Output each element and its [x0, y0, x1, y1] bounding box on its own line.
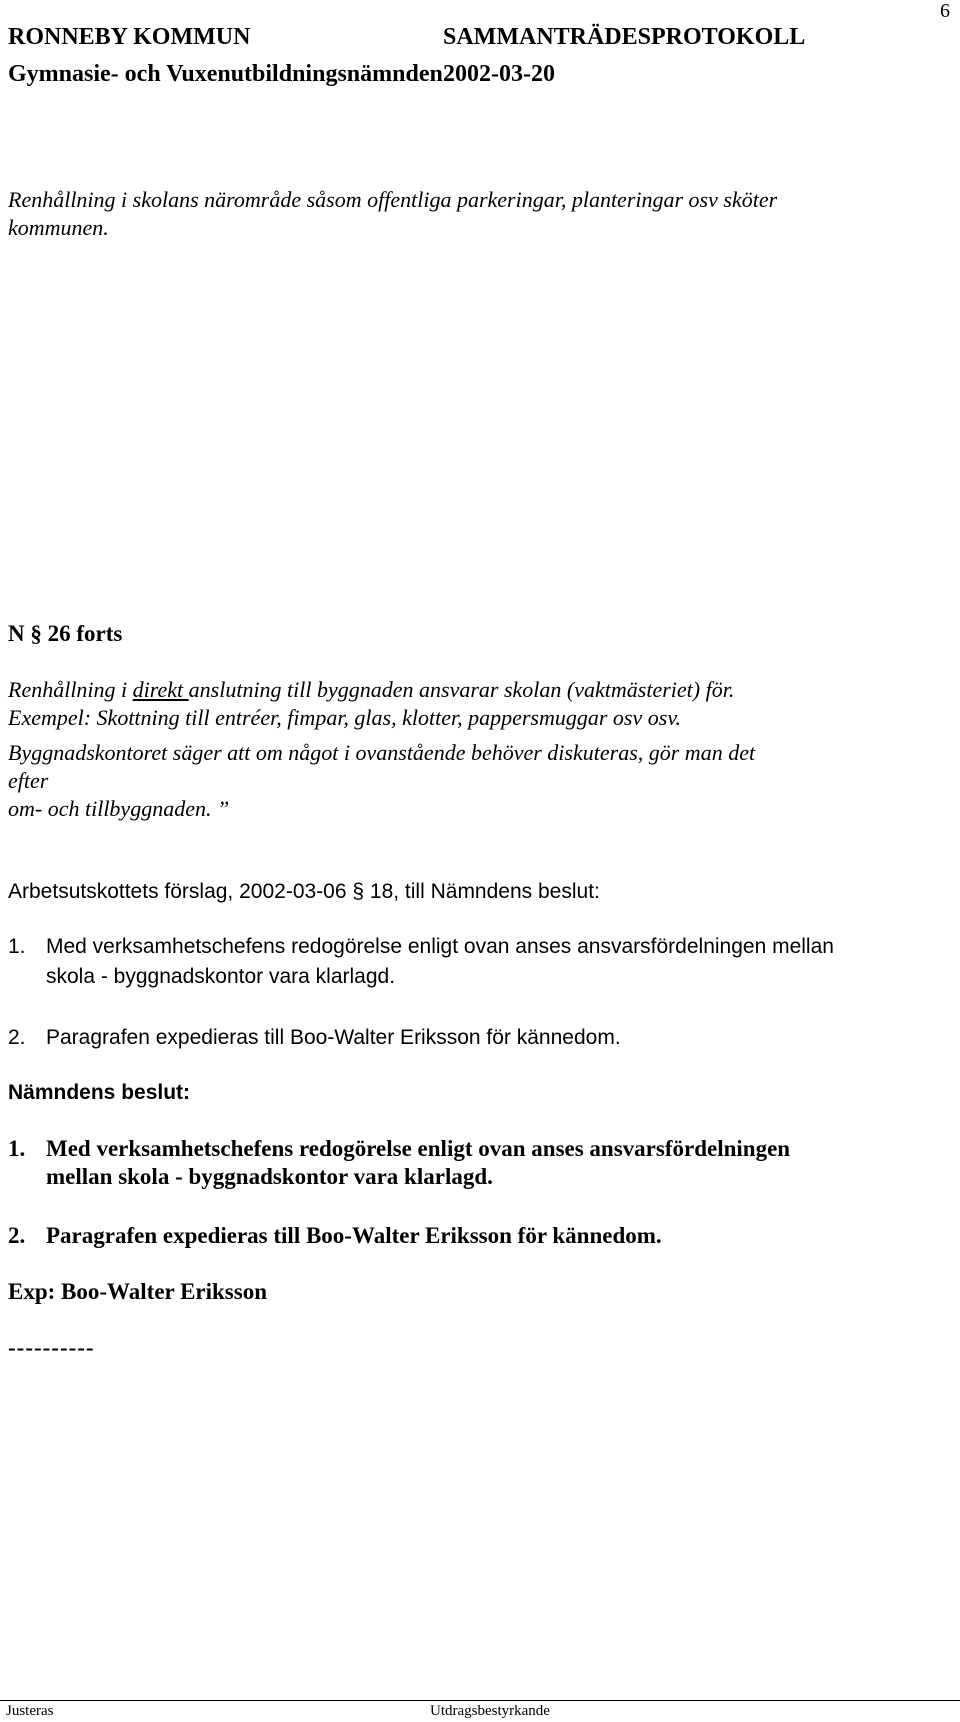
intro-paragraph: [8, 186, 953, 242]
emphasis-underline: direkt: [132, 677, 189, 702]
intro-line: kommunen.: [8, 215, 109, 240]
header-organization: RONNEBY KOMMUN: [8, 24, 251, 50]
section-rest: 26 forts: [47, 621, 123, 646]
paragraph-sign-icon: §: [352, 880, 365, 903]
building-office-paragraph: [8, 739, 953, 823]
header-board: Gymnasie- och Vuxenutbildningsnämnden: [8, 61, 443, 87]
item-number: 2.: [8, 1223, 26, 1248]
footer-justeras: Justeras: [6, 1703, 54, 1719]
item-line: Med verksamhetschefens redogörelse enligt ovan anses ansvarsfördelningen mellan: [46, 935, 834, 958]
section-title: [8, 620, 953, 648]
item-number: 2.: [8, 1026, 26, 1049]
expedition-line: Exp: Boo-Walter Eriksson: [8, 1279, 267, 1304]
paragraph-line: Exempel: Skottning till entréer, fimpar, glas, klotter, pappersmuggar osv osv.: [8, 705, 681, 730]
responsibility-paragraph: [8, 676, 953, 732]
item-line: mellan skola - byggnadskontor vara klarlagd.: [46, 1164, 493, 1189]
decision-item-2: [8, 1222, 953, 1250]
dash-separator: ----------: [8, 1335, 95, 1360]
item-number: 1.: [8, 935, 26, 958]
paragraph-line: efter: [8, 768, 49, 793]
footer-divider: [0, 1700, 960, 1701]
page-number: 6: [940, 0, 950, 22]
paragraph-line: Byggnadskontoret säger att om något i ovanstående behöver diskuteras, gör man det: [8, 740, 756, 765]
decision-heading: Nämndens beslut:: [8, 1081, 191, 1104]
proposal-heading: Arbetsutskottets förslag, 2002-03-06 § 18, till Nämndens beslut:: [8, 880, 600, 903]
section-prefix: N: [8, 621, 25, 646]
paragraph-sign-icon: §: [30, 621, 42, 646]
item-number: 1.: [8, 1136, 26, 1161]
decision-item-1: [8, 1135, 953, 1191]
item-line: Paragrafen expedieras till Boo-Walter Eriksson för kännedom.: [46, 1026, 621, 1049]
proposal-item-1: [8, 932, 953, 992]
item-line: skola - byggnadskontor vara klarlagd.: [46, 965, 396, 988]
item-line: Med verksamhetschefens redogörelse enligt ovan anses ansvarsfördelningen: [46, 1136, 791, 1161]
item-line: Paragrafen expedieras till Boo-Walter Eriksson för kännedom.: [46, 1223, 662, 1248]
header-date: 2002-03-20: [443, 61, 555, 87]
intro-line: Renhållning i skolans närområde såsom offentliga parkeringar, planteringar osv sköter: [8, 187, 778, 212]
header-protocol: SAMMANTRÄDESPROTOKOLL: [443, 24, 806, 50]
paragraph-line: Renhållning i direkt anslutning till byggnaden ansvarar skolan (vaktmästeriet) för.: [8, 677, 735, 702]
footer-utdragsbestyrkande: Utdragsbestyrkande: [430, 1703, 550, 1719]
proposal-item-2: [8, 1023, 953, 1053]
paragraph-line: om- och tillbyggnaden. ”: [8, 796, 230, 821]
